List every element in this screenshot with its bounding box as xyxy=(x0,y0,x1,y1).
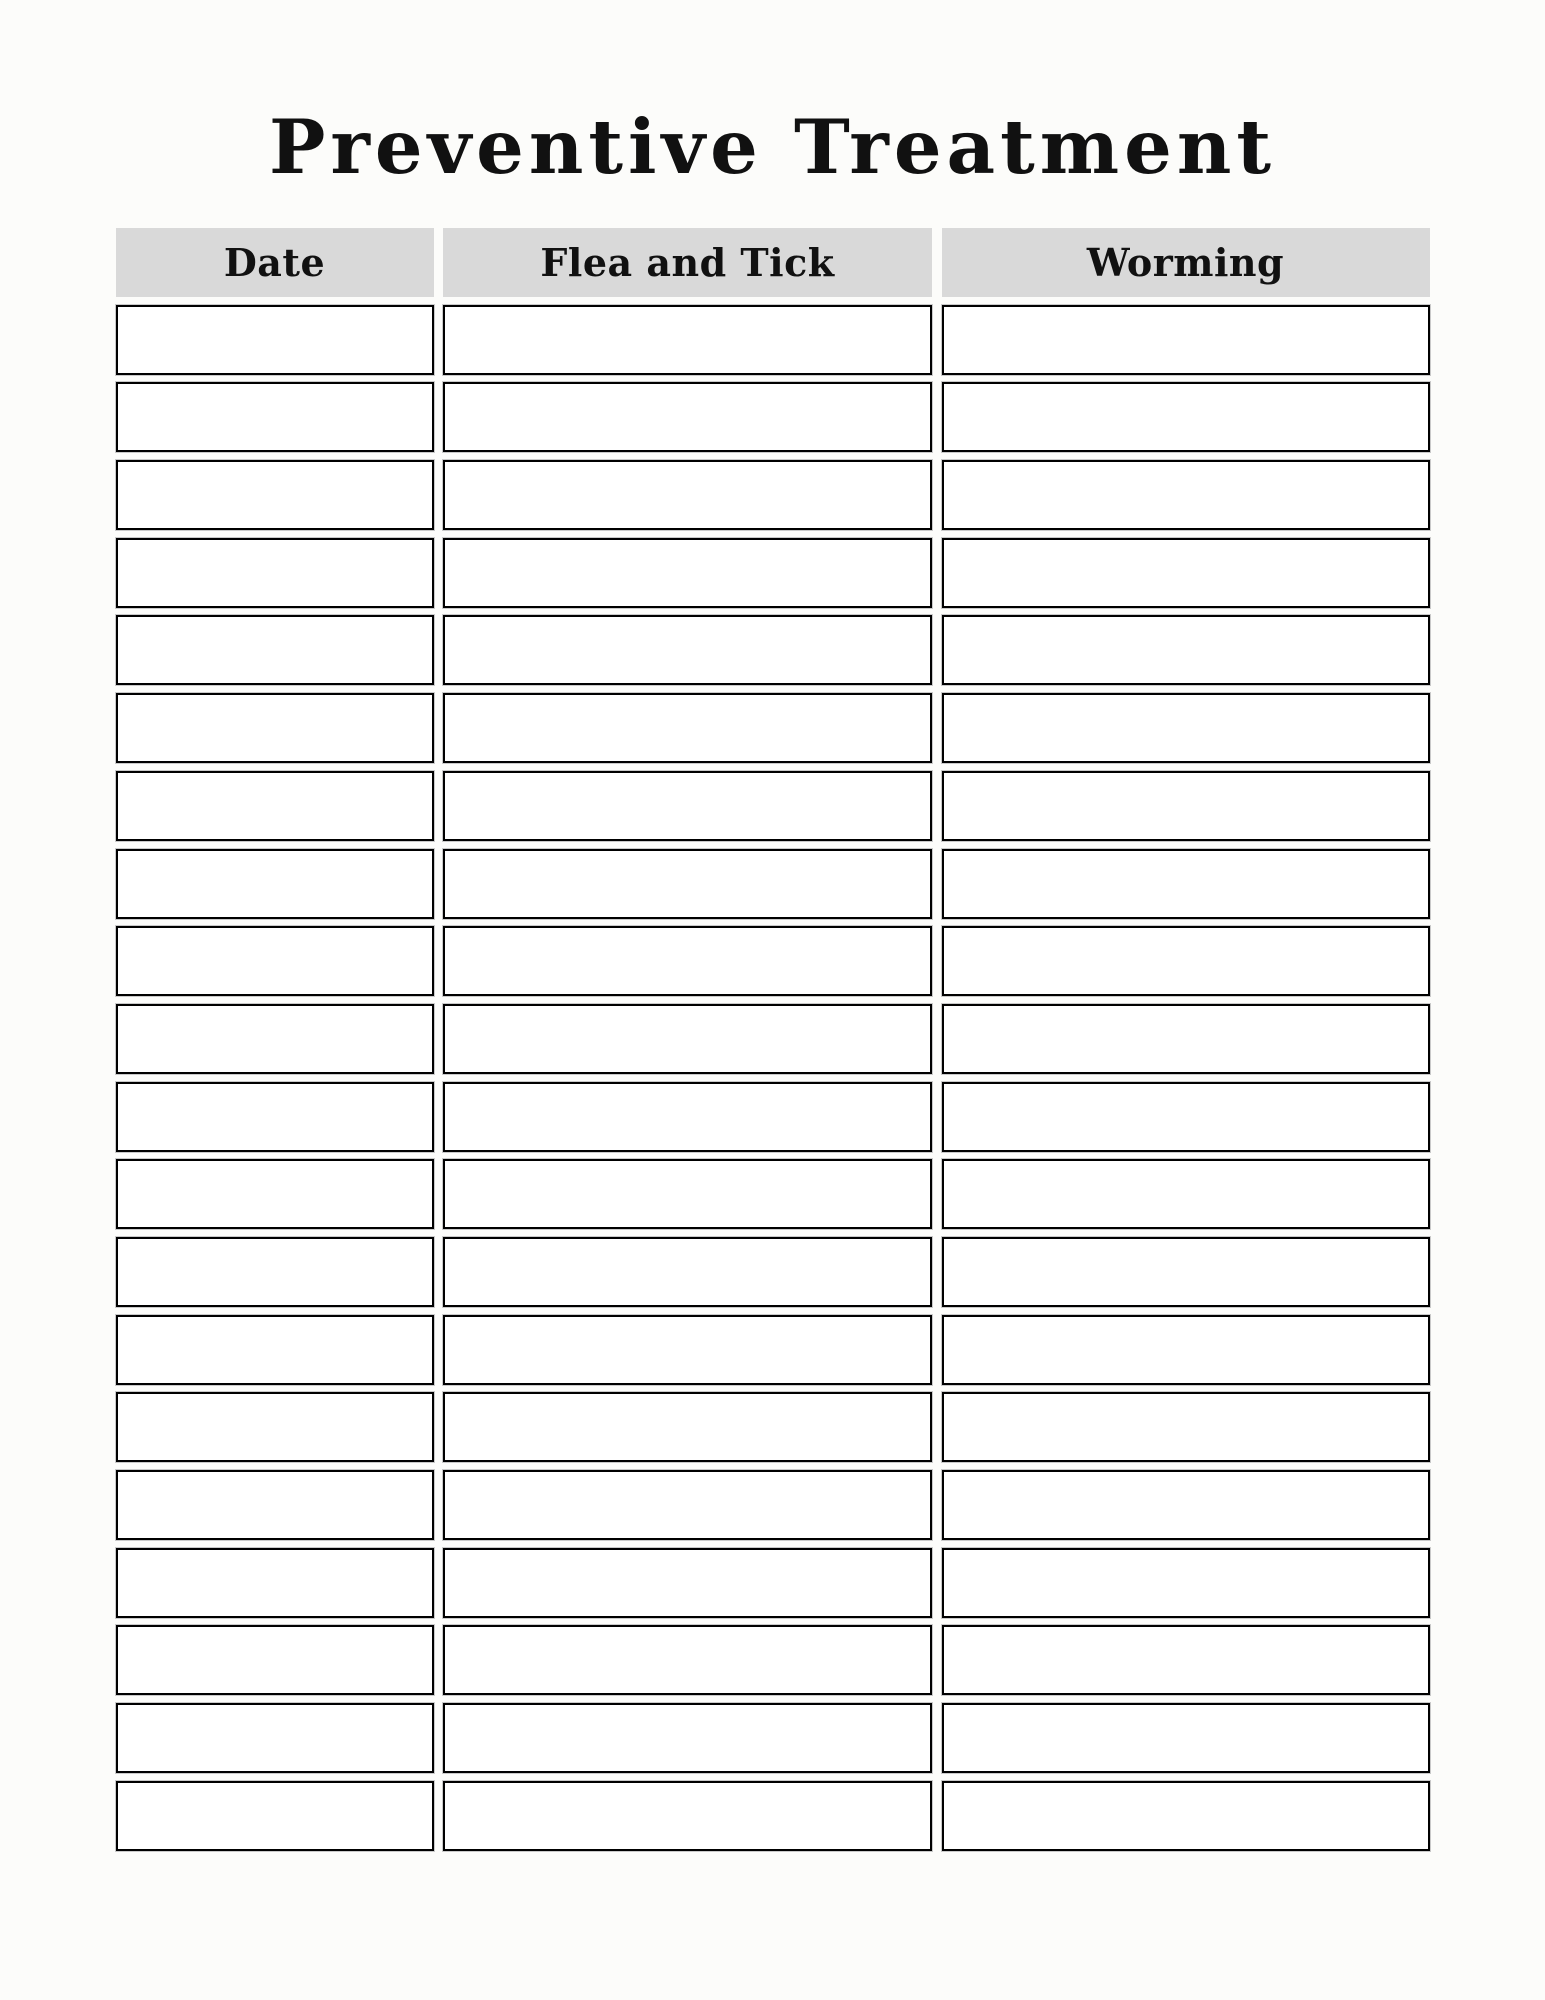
column-header-worming: Worming xyxy=(942,228,1430,297)
flea-and-tick-cell[interactable] xyxy=(443,1004,932,1074)
flea-and-tick-cell[interactable] xyxy=(443,849,932,919)
date-cell[interactable] xyxy=(116,1625,434,1695)
worming-cell[interactable] xyxy=(942,1237,1430,1307)
flea-and-tick-cell[interactable] xyxy=(443,1237,932,1307)
date-cell[interactable] xyxy=(116,693,434,763)
date-cell[interactable] xyxy=(116,615,434,685)
flea-and-tick-cell[interactable] xyxy=(443,1781,932,1851)
worming-cell[interactable] xyxy=(942,693,1430,763)
flea-and-tick-cell[interactable] xyxy=(443,1392,932,1462)
flea-and-tick-cell[interactable] xyxy=(443,1315,932,1385)
worming-cell[interactable] xyxy=(942,1004,1430,1074)
worming-cell[interactable] xyxy=(942,538,1430,608)
worming-cell[interactable] xyxy=(942,305,1430,375)
worming-cell[interactable] xyxy=(942,1315,1430,1385)
date-cell[interactable] xyxy=(116,849,434,919)
worming-cell[interactable] xyxy=(942,1625,1430,1695)
flea-and-tick-cell[interactable] xyxy=(443,693,932,763)
worming-cell[interactable] xyxy=(942,382,1430,452)
worming-cell[interactable] xyxy=(942,771,1430,841)
flea-and-tick-cell[interactable] xyxy=(443,771,932,841)
column-header-date: Date xyxy=(116,228,434,297)
worming-cell[interactable] xyxy=(942,460,1430,530)
date-cell[interactable] xyxy=(116,1470,434,1540)
date-cell[interactable] xyxy=(116,1004,434,1074)
date-cell[interactable] xyxy=(116,1237,434,1307)
date-cell[interactable] xyxy=(116,1548,434,1618)
date-cell[interactable] xyxy=(116,382,434,452)
worming-cell[interactable] xyxy=(942,1082,1430,1152)
flea-and-tick-cell[interactable] xyxy=(443,1159,932,1229)
worming-cell[interactable] xyxy=(942,849,1430,919)
worming-cell[interactable] xyxy=(942,1470,1430,1540)
date-cell[interactable] xyxy=(116,1315,434,1385)
flea-and-tick-cell[interactable] xyxy=(443,926,932,996)
worming-cell[interactable] xyxy=(942,1703,1430,1773)
flea-and-tick-cell[interactable] xyxy=(443,460,932,530)
worming-cell[interactable] xyxy=(942,615,1430,685)
date-cell[interactable] xyxy=(116,460,434,530)
flea-and-tick-cell[interactable] xyxy=(443,305,932,375)
flea-and-tick-cell[interactable] xyxy=(443,1703,932,1773)
date-cell[interactable] xyxy=(116,1159,434,1229)
treatment-table xyxy=(116,228,1430,1851)
date-cell[interactable] xyxy=(116,305,434,375)
worming-cell[interactable] xyxy=(942,1781,1430,1851)
flea-and-tick-cell[interactable] xyxy=(443,1548,932,1618)
column-header-flea-and-tick: Flea and Tick xyxy=(443,228,932,297)
flea-and-tick-cell[interactable] xyxy=(443,615,932,685)
flea-and-tick-cell[interactable] xyxy=(443,1082,932,1152)
date-cell[interactable] xyxy=(116,1392,434,1462)
flea-and-tick-cell[interactable] xyxy=(443,1470,932,1540)
date-cell[interactable] xyxy=(116,1781,434,1851)
worming-cell[interactable] xyxy=(942,1548,1430,1618)
page-title: Preventive Treatment xyxy=(268,103,1277,191)
worming-cell[interactable] xyxy=(942,1392,1430,1462)
date-cell[interactable] xyxy=(116,538,434,608)
flea-and-tick-cell[interactable] xyxy=(443,382,932,452)
date-cell[interactable] xyxy=(116,1082,434,1152)
worming-cell[interactable] xyxy=(942,926,1430,996)
flea-and-tick-cell[interactable] xyxy=(443,1625,932,1695)
date-cell[interactable] xyxy=(116,926,434,996)
date-cell[interactable] xyxy=(116,1703,434,1773)
flea-and-tick-cell[interactable] xyxy=(443,538,932,608)
worming-cell[interactable] xyxy=(942,1159,1430,1229)
date-cell[interactable] xyxy=(116,771,434,841)
